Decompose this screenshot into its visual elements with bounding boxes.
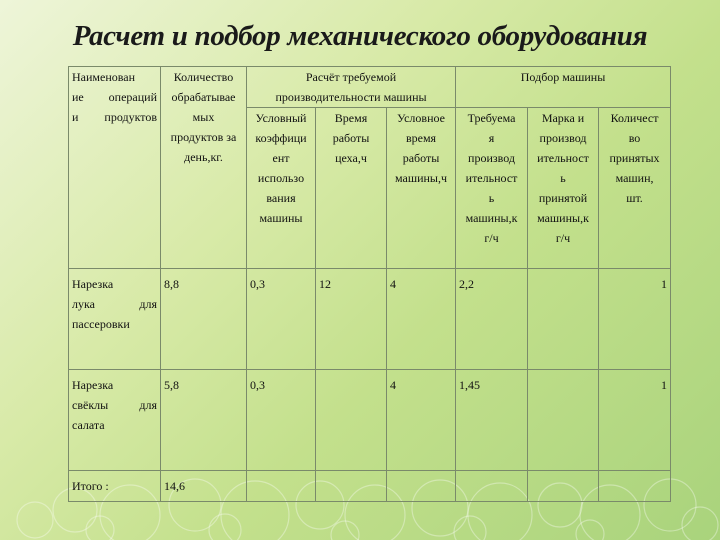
table-row <box>69 269 671 370</box>
equipment-table <box>68 66 671 502</box>
page-title: Расчет и подбор механического оборудования <box>72 20 648 52</box>
cell-quantity: 5,8 <box>161 370 247 471</box>
cell-brand-performance <box>528 370 599 471</box>
cell-required-performance: 1,45 <box>456 370 528 471</box>
cell-brand-performance <box>528 269 599 370</box>
cell-operation: Нарезка свёклы для салата <box>69 370 161 471</box>
cell-coefficient: 0,3 <box>247 370 316 471</box>
header-machine-count: Количест во принятых машин, шт. <box>599 108 671 269</box>
total-quantity: 14,6 <box>161 471 247 502</box>
cell-coefficient: 0,3 <box>247 269 316 370</box>
total-row <box>69 471 671 502</box>
header-quantity: Количество обрабатывае мых продуктов за день,кг. <box>161 67 247 269</box>
cell-conditional-time: 4 <box>387 269 456 370</box>
header-coefficient: Условный коэффици ент использо вания машины <box>247 108 316 269</box>
cell-machine-count: 1 <box>599 269 671 370</box>
header-selection-group: Подбор машины <box>456 67 671 108</box>
header-conditional-time: Условное время работы машины,ч <box>387 108 456 269</box>
cell-operation: Нарезка лука для пассеровки <box>69 269 161 370</box>
header-shop-time: Время работы цеха,ч <box>316 108 387 269</box>
cell-machine-count: 1 <box>599 370 671 471</box>
cell-conditional-time: 4 <box>387 370 456 471</box>
header-brand-performance: Марка и производ ительност ь принятой машины,к г/ч <box>528 108 599 269</box>
table-row <box>69 370 671 471</box>
total-label: Итого : <box>69 471 161 502</box>
cell-shop-time <box>316 370 387 471</box>
cell-quantity: 8,8 <box>161 269 247 370</box>
cell-required-performance: 2,2 <box>456 269 528 370</box>
header-performance-group: Расчёт требуемой производительности машины <box>247 67 456 108</box>
cell-shop-time: 12 <box>316 269 387 370</box>
header-required-performance: Требуема я производ ительност ь машины,к г/ч <box>456 108 528 269</box>
header-row-1 <box>69 67 671 108</box>
header-operation: Наименован ие операций и продуктов <box>69 67 161 269</box>
